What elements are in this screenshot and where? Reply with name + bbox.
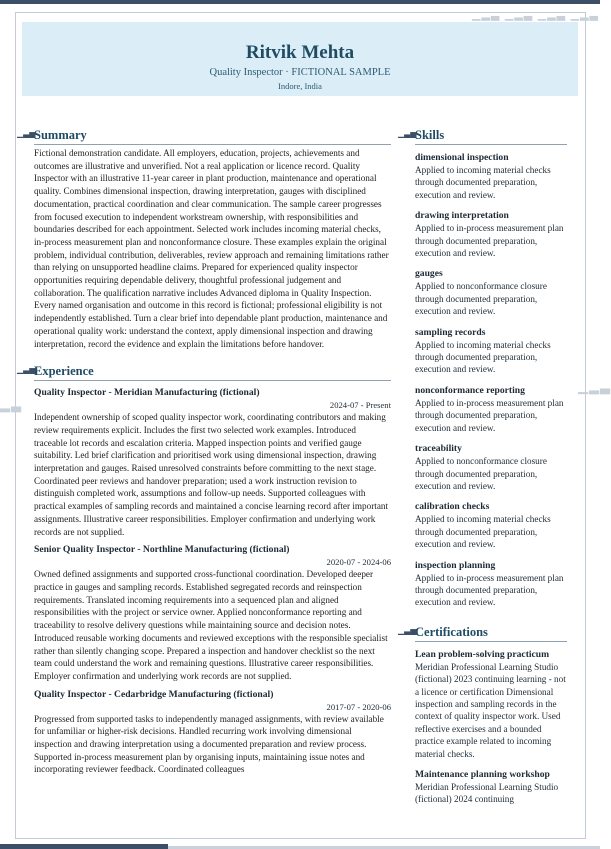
skill-description: Applied to in-process measurement plan through documented preparation, execution and review. bbox=[415, 223, 564, 259]
skill-description: Applied to nonconformance closure through documented preparation, execution and review. bbox=[415, 281, 547, 317]
skill-description: Applied to incoming material checks through documented preparation, execution and review. bbox=[415, 339, 551, 375]
skill-name: dimensional inspection bbox=[415, 152, 509, 163]
job-dates: 2024-07 - Present bbox=[329, 400, 391, 411]
resume-header bbox=[22, 22, 578, 96]
summary-text: Fictional demonstration candidate. All employers, education, projects, achievements and outcomes are illustrative and unverified. Not a real application or licence record. Quality Inspector with an illustrative 11-year career in plant production, maintenance and operational quality. Combines dimensional inspection, drawing interpretation, gauges with disciplined documentation, practical coordination and clear communication. The sample career progresses from focused execution to independent workstream ownership, with responsibilities and boundaries described for each appointment. Selected work includes incoming material checks, in-process measurement plan and nonconformance closure. These examples explain the original problem, individual contribution, deliverables, review approach and remaining limitations rather than relying on unsupported headline claims. Prepared for experienced quality inspector opportunities requiring dependable delivery, thoughtful professional judgement and collaboration. The qualification narrative includes Advanced diploma in Quality Inspection. Every named organisation and outcome in this record is fictional; professional eligibility is not independently established. Turn a clear brief into dependable plant production, maintenance and operational quality work: understand the context, apply dimensional inspection and drawing interpretation, record the evidence and explain the limitations before handover. bbox=[34, 148, 389, 349]
skill-item bbox=[415, 326, 567, 376]
job-title: Quality Inspector - Meridian Manufacturing (fictional) bbox=[34, 387, 260, 399]
job-description: Owned defined assignments and supported cross-functional coordination. Developed deeper practice in gauges and sampling records. Established segregated records and reinspection requirements. Translated incoming requirements into a sequenced plan and aligned responsibilities with the project or service owner. Applied nonconformance reporting and traceability to resolve delivery questions while maintaining source and decision notes. Introduced reusable working documents and reviewed exceptions with the responsible specialist rather than silently changing scope. Prepared a inspection and handover checklist so the next team could understand the work and remaining questions. Illustrative career responsibilities. Employer confirmation and underlying work records are not supplied. bbox=[34, 569, 388, 681]
experience-heading bbox=[17, 364, 391, 381]
skills-heading bbox=[398, 128, 567, 145]
main-column bbox=[17, 128, 391, 776]
certification-description: Meridian Professional Learning Studio (fictional) 2024 continuing bbox=[415, 782, 559, 805]
decorative-bars-icon: ▂▃ bbox=[0, 398, 22, 413]
skill-description: Applied to incoming material checks through documented preparation, execution and review. bbox=[415, 165, 551, 200]
decorative-bars-icon: ▁▂▃ bbox=[578, 380, 611, 395]
skill-item bbox=[415, 500, 567, 550]
skill-name: calibration checks bbox=[415, 501, 490, 513]
experience-title: Experience bbox=[34, 364, 94, 379]
job-entry bbox=[34, 689, 391, 777]
certification-item bbox=[415, 648, 567, 760]
skill-name: sampling records bbox=[415, 326, 486, 338]
bar-chart-icon: ▁▃▅ bbox=[398, 625, 417, 635]
skill-description: Applied to in-process measurement plan through documented preparation, execution and review. bbox=[415, 397, 564, 433]
bar-chart-icon: ▁▃▅ bbox=[17, 365, 36, 375]
skill-name: traceability bbox=[415, 443, 462, 455]
certification-description: Meridian Professional Learning Studio (fictional) 2023 continuing learning - not a licence or certification Dimensional inspection and sampling records in the context of quality inspector work. Used reflective exercises and a bounded practice example related to incoming material checks. bbox=[415, 661, 566, 759]
certifications-heading bbox=[398, 624, 567, 642]
summary-title: Summary bbox=[34, 128, 87, 142]
skill-item bbox=[415, 151, 567, 201]
side-column bbox=[398, 128, 567, 814]
decorative-bars-icon: ▁▂▃ ▁▂▃ ▁▂▃ ▁▂▃ bbox=[472, 8, 600, 21]
job-title: Senior Quality Inspector - Northline Manufacturing (fictional) bbox=[34, 544, 290, 556]
job-dates: 2020-07 - 2024-06 bbox=[326, 557, 391, 568]
skill-name: drawing interpretation bbox=[415, 210, 509, 222]
skills-title: Skills bbox=[415, 128, 445, 142]
job-title: Quality Inspector - Cedarbridge Manufacturing (fictional) bbox=[34, 688, 274, 700]
skill-item bbox=[415, 209, 567, 259]
job-description: Progressed from supported tasks to independently managed assignments, with review available for unfamiliar or higher-risk decisions. Handled recurring work involving dimensional inspection and drawing interpretation using a documented preparation and review process. Supported in-process measurement plan by organising inputs, maintaining issue notes and incorporating reviewer feedback. Coordinated colleagues bbox=[34, 713, 384, 775]
certifications-title: Certifications bbox=[415, 624, 488, 639]
job-entry bbox=[34, 387, 391, 538]
certification-name: Lean problem-solving practicum bbox=[415, 648, 550, 660]
skill-item bbox=[415, 559, 567, 609]
skill-name: nonconformance reporting bbox=[415, 384, 525, 396]
skill-name: inspection planning bbox=[415, 559, 496, 571]
job-entry bbox=[34, 544, 391, 682]
job-dates: 2017-07 - 2020-06 bbox=[326, 701, 391, 712]
skill-description: Applied to nonconformance closure through documented preparation, execution and review. bbox=[415, 456, 547, 491]
skill-item bbox=[415, 267, 567, 317]
certification-name: Maintenance planning workshop bbox=[415, 769, 550, 780]
candidate-location: Indore, India bbox=[278, 81, 322, 91]
summary-heading bbox=[17, 128, 391, 145]
skill-description: Applied to in-process measurement plan through documented preparation, execution and review. bbox=[415, 572, 564, 608]
job-description: Independent ownership of scoped quality inspector work, coordinating contributors and making review requirements explicit. Includes the first two selected work examples. Introduced traceable lot records and escalation criteria. Mapped inspection points and verified gauge suitability. Led brief clarification and prioritised work using dimensional inspection, drawing interpretation and gauges. Raised unresolved constraints before committing to the next stage. Coordinated peer reviews and handover preparation; used a work instruction revision to distinguish completed work, assumptions and follow-up needs. Supported colleagues with practical examples of sampling records and maintained a concise learning record after important assignments. Illustrative career responsibilities. Employer confirmation and underlying work records are not supplied. bbox=[34, 412, 389, 537]
top-accent-bar bbox=[0, 0, 600, 4]
skill-description: Applied to incoming material checks through documented preparation, execution and review. bbox=[415, 514, 551, 550]
bar-chart-icon: ▁▃▅ bbox=[17, 129, 36, 138]
bottom-accent-bar bbox=[0, 844, 168, 849]
skill-item bbox=[415, 442, 567, 492]
skill-item bbox=[415, 384, 567, 434]
bar-chart-icon: ▁▃▅ bbox=[398, 129, 417, 138]
skill-name: gauges bbox=[415, 268, 443, 280]
candidate-subtitle: Quality Inspector · FICTIONAL SAMPLE bbox=[209, 67, 391, 78]
certification-item bbox=[415, 768, 567, 806]
candidate-name: Ritvik Mehta bbox=[245, 42, 355, 63]
